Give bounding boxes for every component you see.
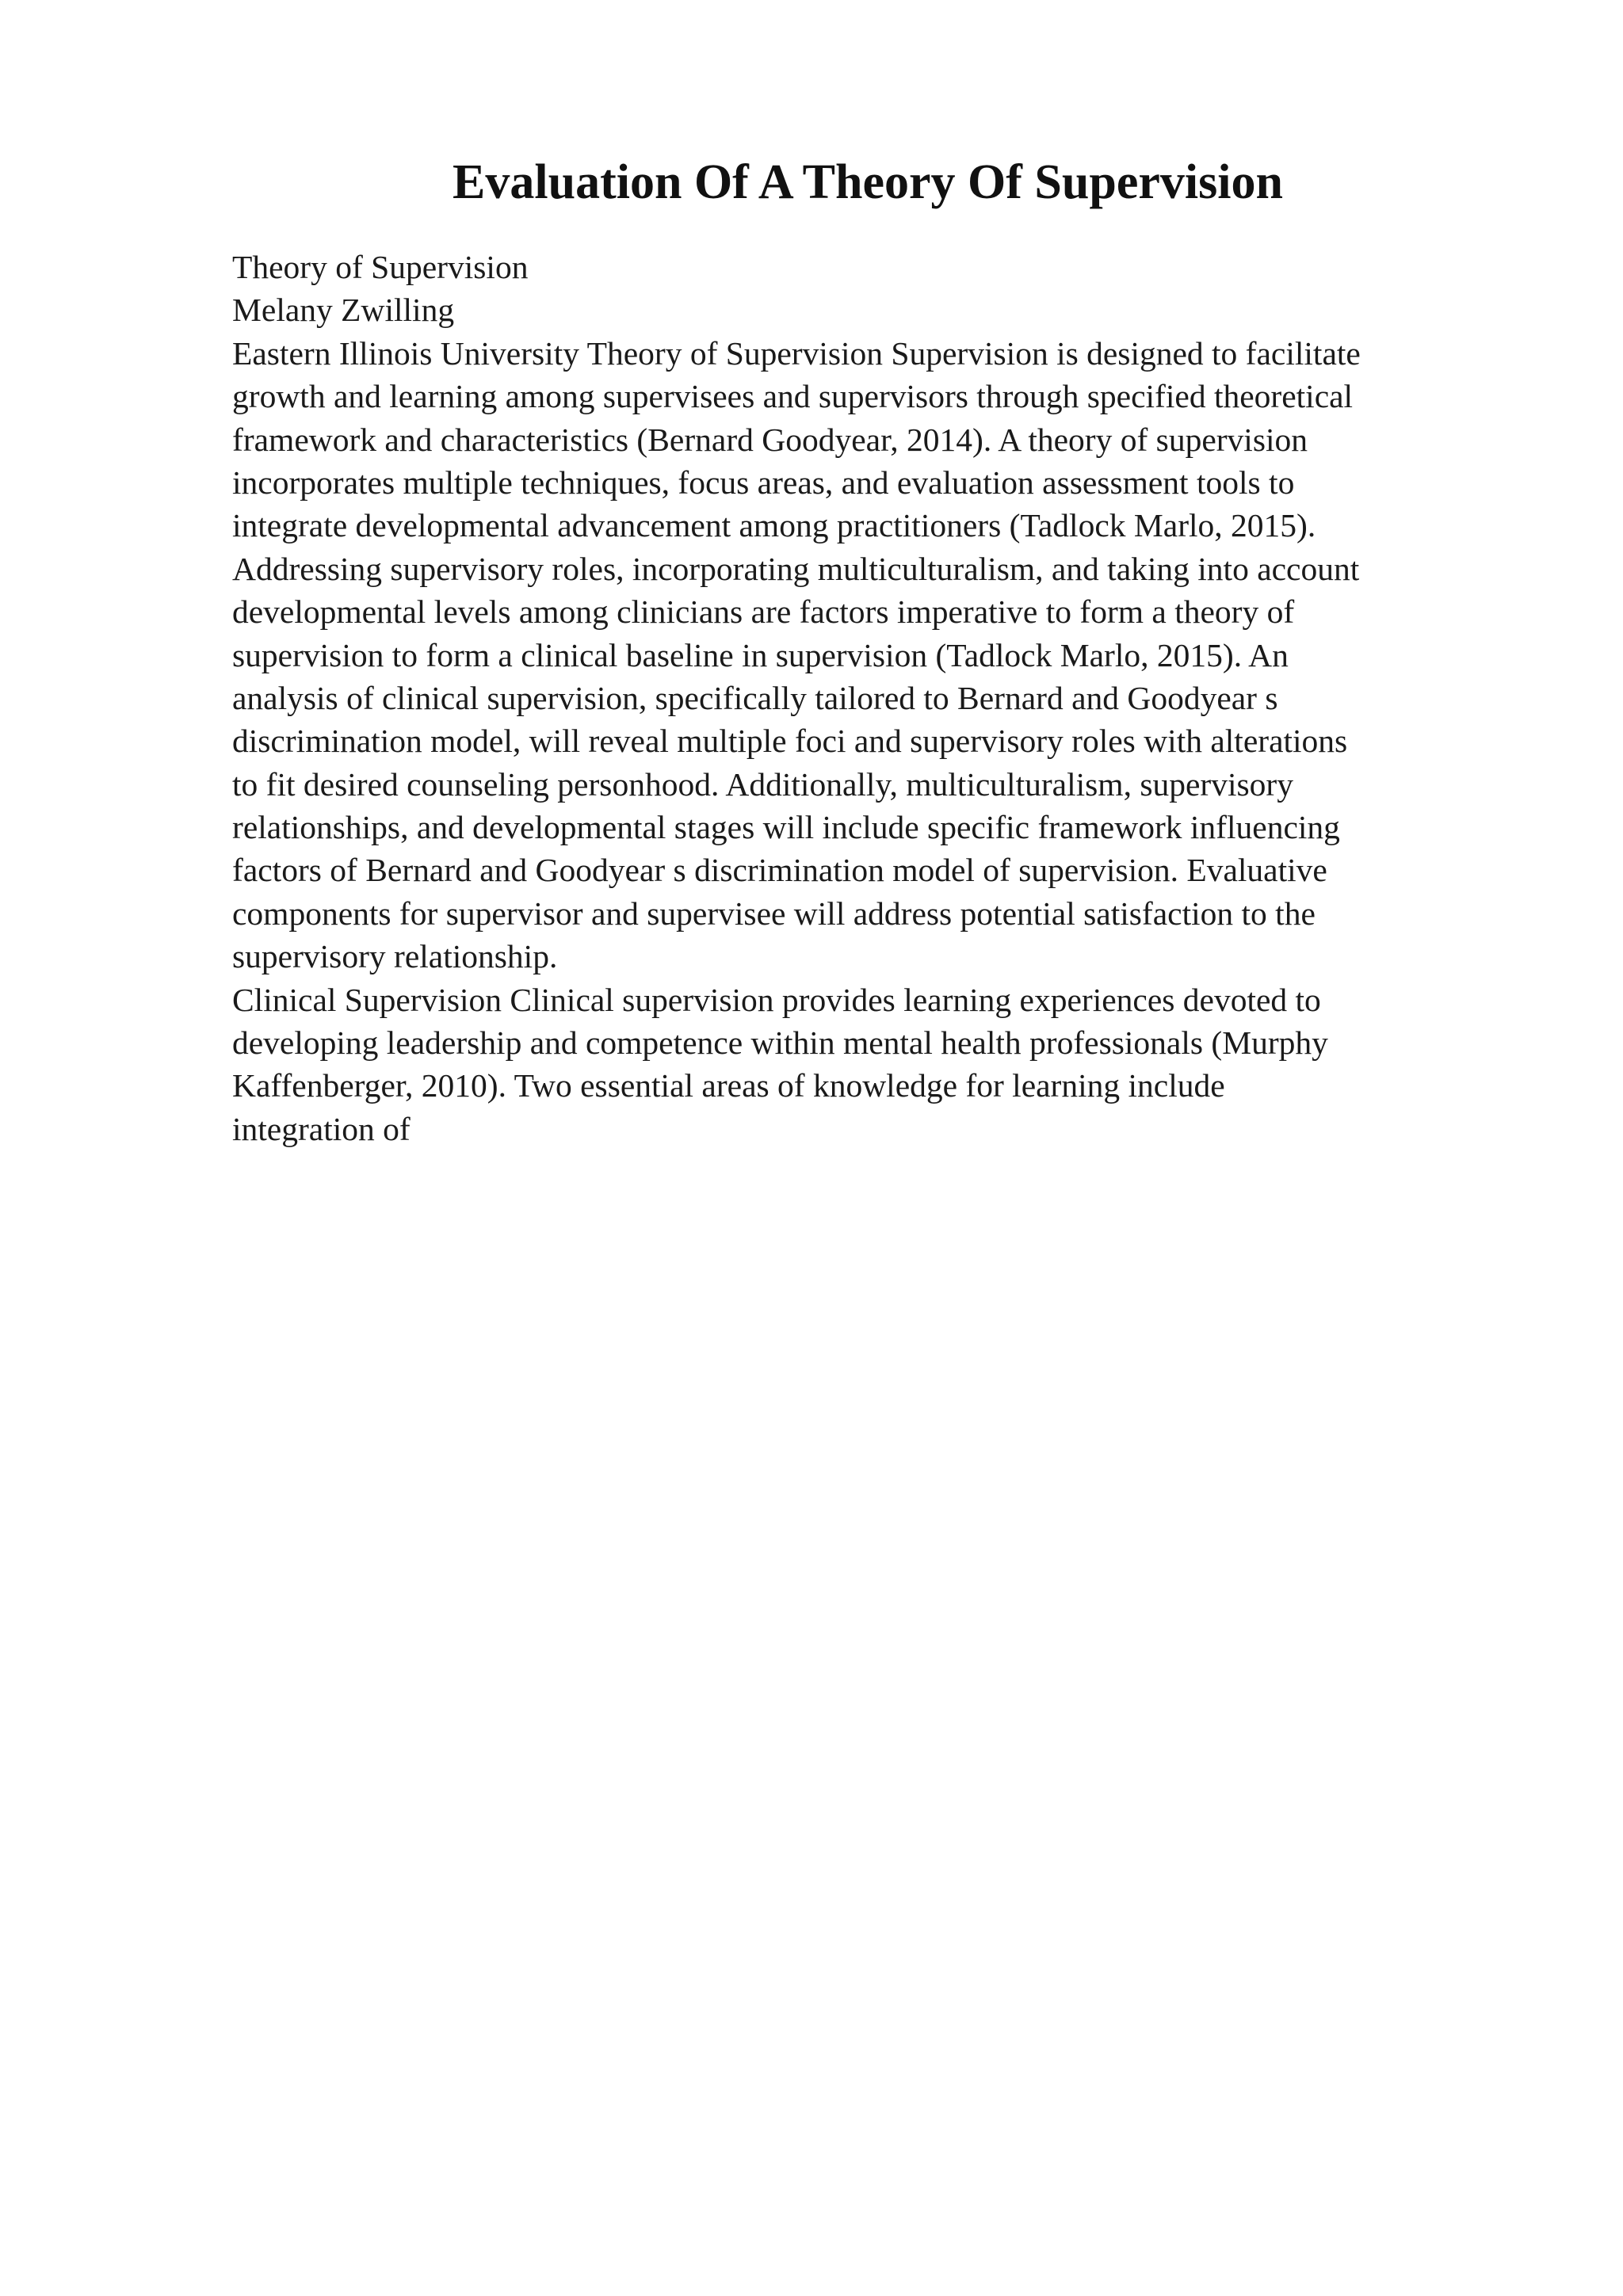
text-line: relationships, and developmental stages will include specific framework influencing [232,809,1340,846]
text-line: analysis of clinical supervision, specifically tailored to Bernard and Goodyear s [232,679,1278,716]
text-line: developmental levels among clinicians are factors imperative to form a theory of [232,593,1295,631]
text-line: components for supervisor and supervisee will address potential satisfaction to the [232,894,1316,932]
text-line: Kaffenberger, 2010). Two essential areas of knowledge for learning include [232,1067,1225,1104]
text-line: supervision to form a clinical baseline in supervision (Tadlock Marlo, 2015). An [232,636,1289,673]
text-line: Eastern Illinois University Theory of Supervision Supervision is designed to facilitate [232,334,1361,372]
text-line: incorporates multiple techniques, focus areas, and evaluation assessment tools to [232,463,1295,501]
text-line: growth and learning among supervisees and supervisors through specified theoretical [232,378,1354,415]
text-line: framework and characteristics (Bernard Goodyear, 2014). A theory of supervision [232,421,1308,458]
text-line: developing leadership and competence within mental health professionals (Murphy [232,1024,1328,1062]
text-line: to fit desired counseling personhood. Additionally, multiculturalism, supervisory [232,765,1293,803]
text-line: supervisory relationship. [232,938,558,975]
text-line: integrate developmental advancement among practitioners (Tadlock Marlo, 2015). [232,507,1316,544]
text-line: factors of Bernard and Goodyear s discrimination model of supervision. Evaluative [232,852,1327,889]
text-line: Theory of Supervision [232,249,529,285]
text-line: discrimination model, will reveal multiple foci and supervisory roles with alterations [232,723,1348,760]
text-line: integration of [232,1110,411,1147]
text-line: Clinical Supervision Clinical supervision provides learning experiences devoted to [232,981,1321,1018]
document-body [232,246,1532,1150]
text-line: Melany Zwilling [232,292,455,329]
text-line: Addressing supervisory roles, incorporating multiculturalism, and taking into account [232,550,1360,587]
document-title: Evaluation Of A Theory Of Supervision [453,155,1283,209]
